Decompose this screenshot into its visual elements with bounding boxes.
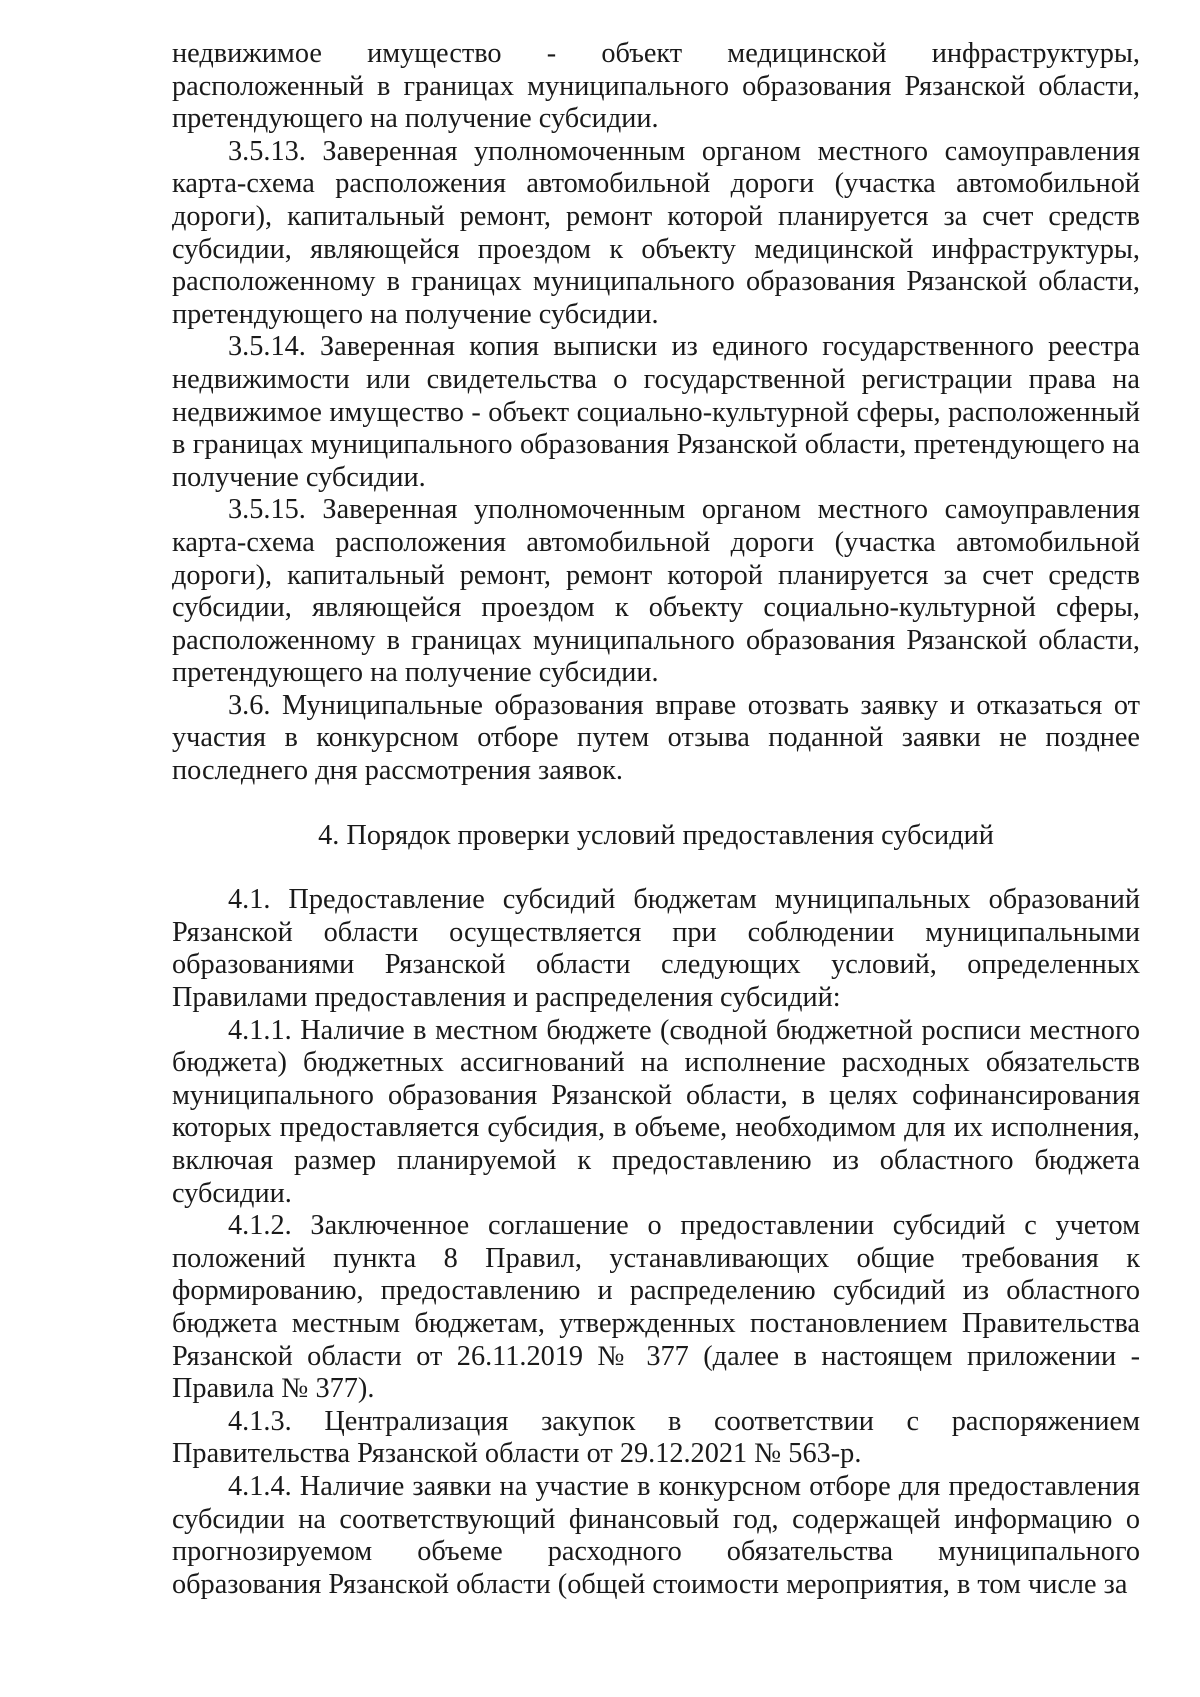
paragraph-3-5-13: 3.5.13. Заверенная уполномоченным органом местного самоуправления карта-схема расположения автомобильной дороги (участка автомобильной дороги), капитальный ремонт, ремонт которой планируется за счет средств субсидии, являющейся проездом к объекту медицинской инфраструктуры, расположенному в границах муниципального образования Рязанской области, претендующего на получение субсидии. <box>172 135 1140 330</box>
paragraph-3-5-15: 3.5.15. Заверенная уполномоченным органом местного самоуправления карта-схема расположения автомобильной дороги (участка автомобильной дороги), капитальный ремонт, ремонт которой планируется за счет средств субсидии, являющейся проездом к объекту социально-культурной сферы, расположенному в границах муниципального образования Рязанской области, претендующего на получение субсидии. <box>172 494 1140 689</box>
paragraph-4-1-2: 4.1.2. Заключенное соглашение о предоставлении субсидий с учетом положений пункта 8 Правил, устанавливающих общие требования к формированию, предоставлению и распределению субсидий из областного бюджета местным бюджетам, утвержденных постановлением Правительства Рязанской области от 26.11.2019 № 377 (далее в настоящем приложении - Правила № 377). <box>172 1210 1140 1405</box>
paragraph-4-1-3: 4.1.3. Централизация закупок в соответствии с распоряжением Правительства Рязанской области от 29.12.2021 № 563-р. <box>172 1405 1140 1470</box>
paragraph-3-5-14: 3.5.14. Заверенная копия выписки из единого государственного реестра недвижимости или свидетельства о государственной регистрации права на недвижимое имущество - объект социально-культурной сферы, расположенный в границах муниципального образования Рязанской области, претендующего на получение субсидии. <box>172 331 1140 493</box>
paragraph-4-1-1: 4.1.1. Наличие в местном бюджете (сводной бюджетной росписи местного бюджета) бюджетных ассигнований на исполнение расходных обязательств муниципального образования Рязанской области, в целях софинансирования которых предоставляется субсидия, в объеме, необходимом для их исполнения, включая размер планируемой к предоставлению из областного бюджета субсидии. <box>172 1014 1140 1209</box>
paragraph-continuation: недвижимое имущество - объект медицинской инфраструктуры, расположенный в границах муниципального образования Рязанской области, претендующего на получение субсидии. <box>172 38 1140 135</box>
paragraph-3-6: 3.6. Муниципальные образования вправе отозвать заявку и отказаться от участия в конкурсном отборе путем отзыва поданной заявки не позднее последнего дня рассмотрения заявок. <box>172 689 1140 787</box>
document-page <box>172 38 1140 1601</box>
paragraph-4-1-4: 4.1.4. Наличие заявки на участие в конкурсном отборе для предоставления субсидии на соответствующий финансовый год, содержащей информацию о прогнозируемом объеме расходного обязательства муниципального образования Рязанской области (общей стоимости мероприятия, в том числе за <box>172 1470 1140 1600</box>
section-heading: 4. Порядок проверки условий предоставления субсидий <box>318 819 994 851</box>
paragraph-4-1: 4.1. Предоставление субсидий бюджетам муниципальных образований Рязанской области осуществляется при соблюдении муниципальными образованиями Рязанской области следующих условий, определенных Правилами предоставления и распределения субсидий: <box>172 884 1140 1014</box>
